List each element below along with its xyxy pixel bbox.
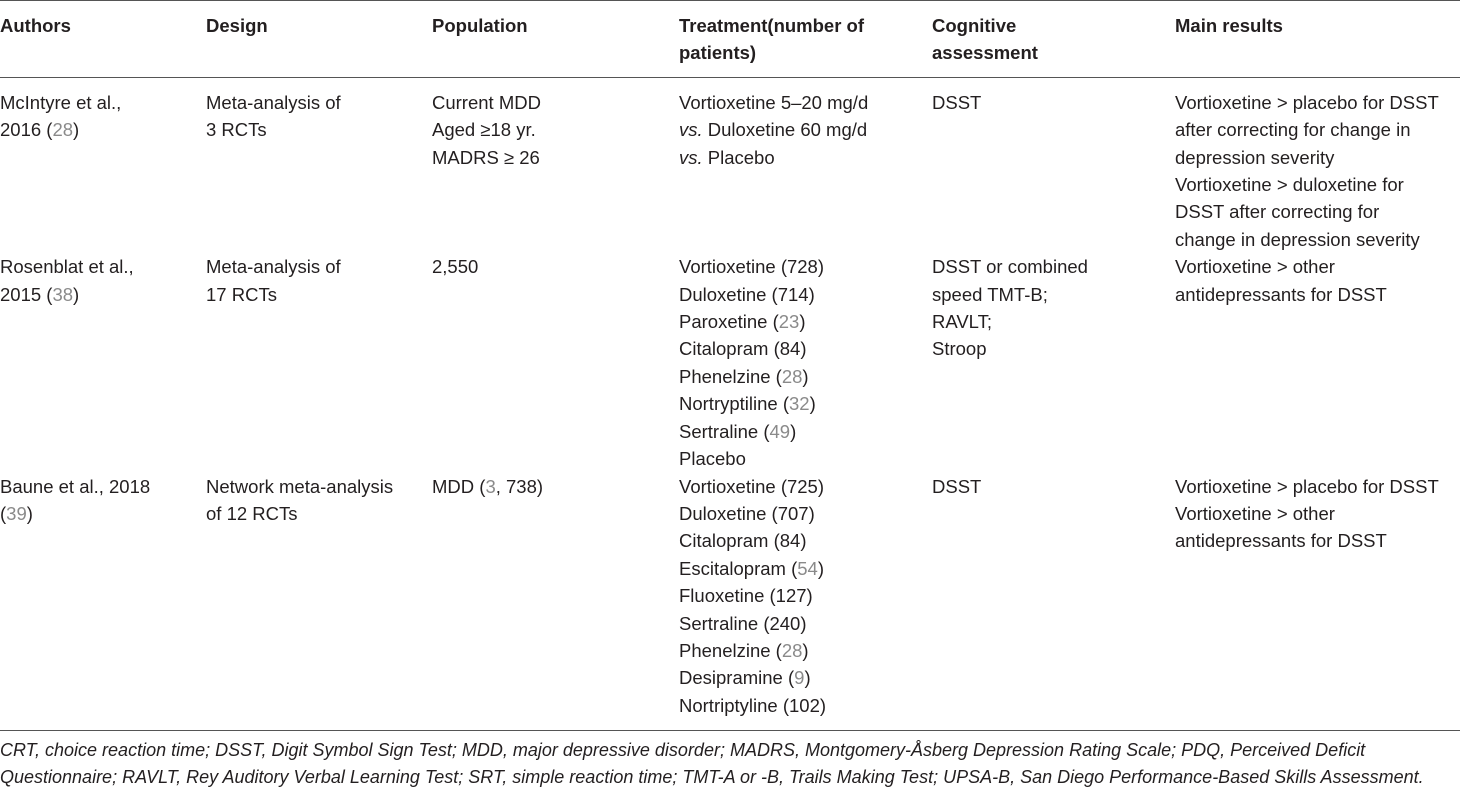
cell-design: Meta-analysis of 17 RCTs xyxy=(206,256,341,305)
treatment-item: Sertraline (49) xyxy=(679,420,797,442)
cell-treatment xyxy=(679,473,932,720)
reference-link[interactable]: 49 xyxy=(769,420,791,442)
table-footnote xyxy=(0,730,1460,792)
reference-link[interactable]: 23 xyxy=(778,311,800,333)
header-population: Population xyxy=(432,15,528,36)
treatment-item: Vortioxetine (728) xyxy=(679,256,825,278)
cell-design: Network meta-analysis of 12 RCTs xyxy=(206,475,394,524)
treatment-item: Paroxetine (23) xyxy=(679,311,806,333)
cell-design: Meta-analysis of 3 RCTs xyxy=(206,91,341,141)
footnote-line: Questionnaire; RAVLT, Rey Auditory Verbal Learning Test; SRT, simple reaction time; TMT-A or -B, Trails Making Test; UPSA-B, San Diego Performance-Based Skills Assessment. xyxy=(0,767,1424,788)
reference-link[interactable]: 38 xyxy=(52,283,74,305)
reference-link[interactable]: 54 xyxy=(797,557,818,579)
table-header-row xyxy=(0,1,1460,78)
cell-cognitive-assessment: DSST xyxy=(932,475,982,497)
cell-population: MDD (3, 738) xyxy=(432,475,544,497)
table-row xyxy=(0,473,1460,720)
header-design: Design xyxy=(206,15,268,36)
patient-count: 84 xyxy=(779,530,801,552)
cell-treatment xyxy=(679,253,932,472)
cell-treatment: Vortioxetine 5–20 mg/d vs. Duloxetine 60 mg/d vs. Placebo xyxy=(679,91,869,168)
header-authors: Authors xyxy=(0,15,71,36)
patient-count: 102 xyxy=(789,694,820,716)
treatment-item: Vortioxetine (725) xyxy=(679,475,825,497)
reference-link[interactable]: 32 xyxy=(789,393,810,415)
treatment-item: Nortryptiline (32) xyxy=(679,393,816,415)
patient-count: 725 xyxy=(786,475,818,497)
treatment-item: Sertraline (240) xyxy=(679,612,807,634)
treatment-item: Citalopram (84) xyxy=(679,338,807,360)
cell-cognitive-assessment: DSST xyxy=(932,91,982,113)
treatment-item: Placebo xyxy=(679,448,746,470)
cell-authors: Baune et al., 2018 (39) xyxy=(0,475,151,524)
treatment-item: Desipramine (9) xyxy=(679,667,811,689)
cell-main-results: Vortioxetine > placebo for DSST after correcting for change in depression severity Vortioxetine > duloxetine for DSST after correcting for change in depression severity xyxy=(1175,91,1439,250)
header-main-results: Main results xyxy=(1175,15,1283,36)
header-cognitive-assessment: Cognitive assessment xyxy=(932,15,1038,64)
header-treatment: Treatment(number of patients) xyxy=(679,15,865,64)
footnote-line: CRT, choice reaction time; DSST, Digit Symbol Sign Test; MDD, major depressive disorder; MADRS, Montgomery-Åsberg Depression Rating Scale; PDQ, Perceived Deficit xyxy=(0,740,1366,760)
cell-cognitive-assessment: DSST or combined speed TMT-B; RAVLT; Stroop xyxy=(932,256,1088,360)
patient-count: 240 xyxy=(769,612,801,634)
patient-count: 127 xyxy=(775,585,807,607)
cell-main-results: Vortioxetine > other antidepressants for DSST xyxy=(1175,256,1387,305)
treatment-item: Phenelzine (28) xyxy=(679,365,809,387)
table-row xyxy=(0,253,1460,472)
cell-population: Current MDD Aged ≥18 yr. MADRS ≥ 26 xyxy=(432,91,541,168)
treatment-item: Nortriptyline (102) xyxy=(679,694,827,716)
treatment-item: Fluoxetine (127) xyxy=(679,585,813,607)
patient-count: 84 xyxy=(779,338,801,360)
reference-link[interactable]: 3 xyxy=(485,475,496,497)
treatment-item: Duloxetine (714) xyxy=(679,283,815,305)
reference-link[interactable]: 28 xyxy=(781,639,803,661)
cell-authors: Rosenblat et al., 2015 (38) xyxy=(0,256,134,305)
cell-population: 2,550 xyxy=(432,256,479,278)
reference-link[interactable]: 9 xyxy=(794,667,805,689)
reference-link[interactable]: 39 xyxy=(6,502,27,524)
table-row xyxy=(0,77,1460,253)
patient-count: 714 xyxy=(777,283,809,305)
reference-link[interactable]: 28 xyxy=(52,119,74,141)
treatment-item: Duloxetine (707) xyxy=(679,502,815,524)
cell-main-results: Vortioxetine > placebo for DSST Vortioxetine > other antidepressants for DSST xyxy=(1175,475,1439,552)
patient-count: 728 xyxy=(786,256,818,278)
treatment-item: Citalopram (84) xyxy=(679,530,807,552)
cell-authors: McIntyre et al., 2016 (28) xyxy=(0,91,122,141)
patient-count: 707 xyxy=(777,502,809,524)
reference-link[interactable]: 28 xyxy=(781,365,803,387)
treatment-item: Phenelzine (28) xyxy=(679,639,809,661)
treatment-item: Escitalopram (54) xyxy=(679,557,824,579)
